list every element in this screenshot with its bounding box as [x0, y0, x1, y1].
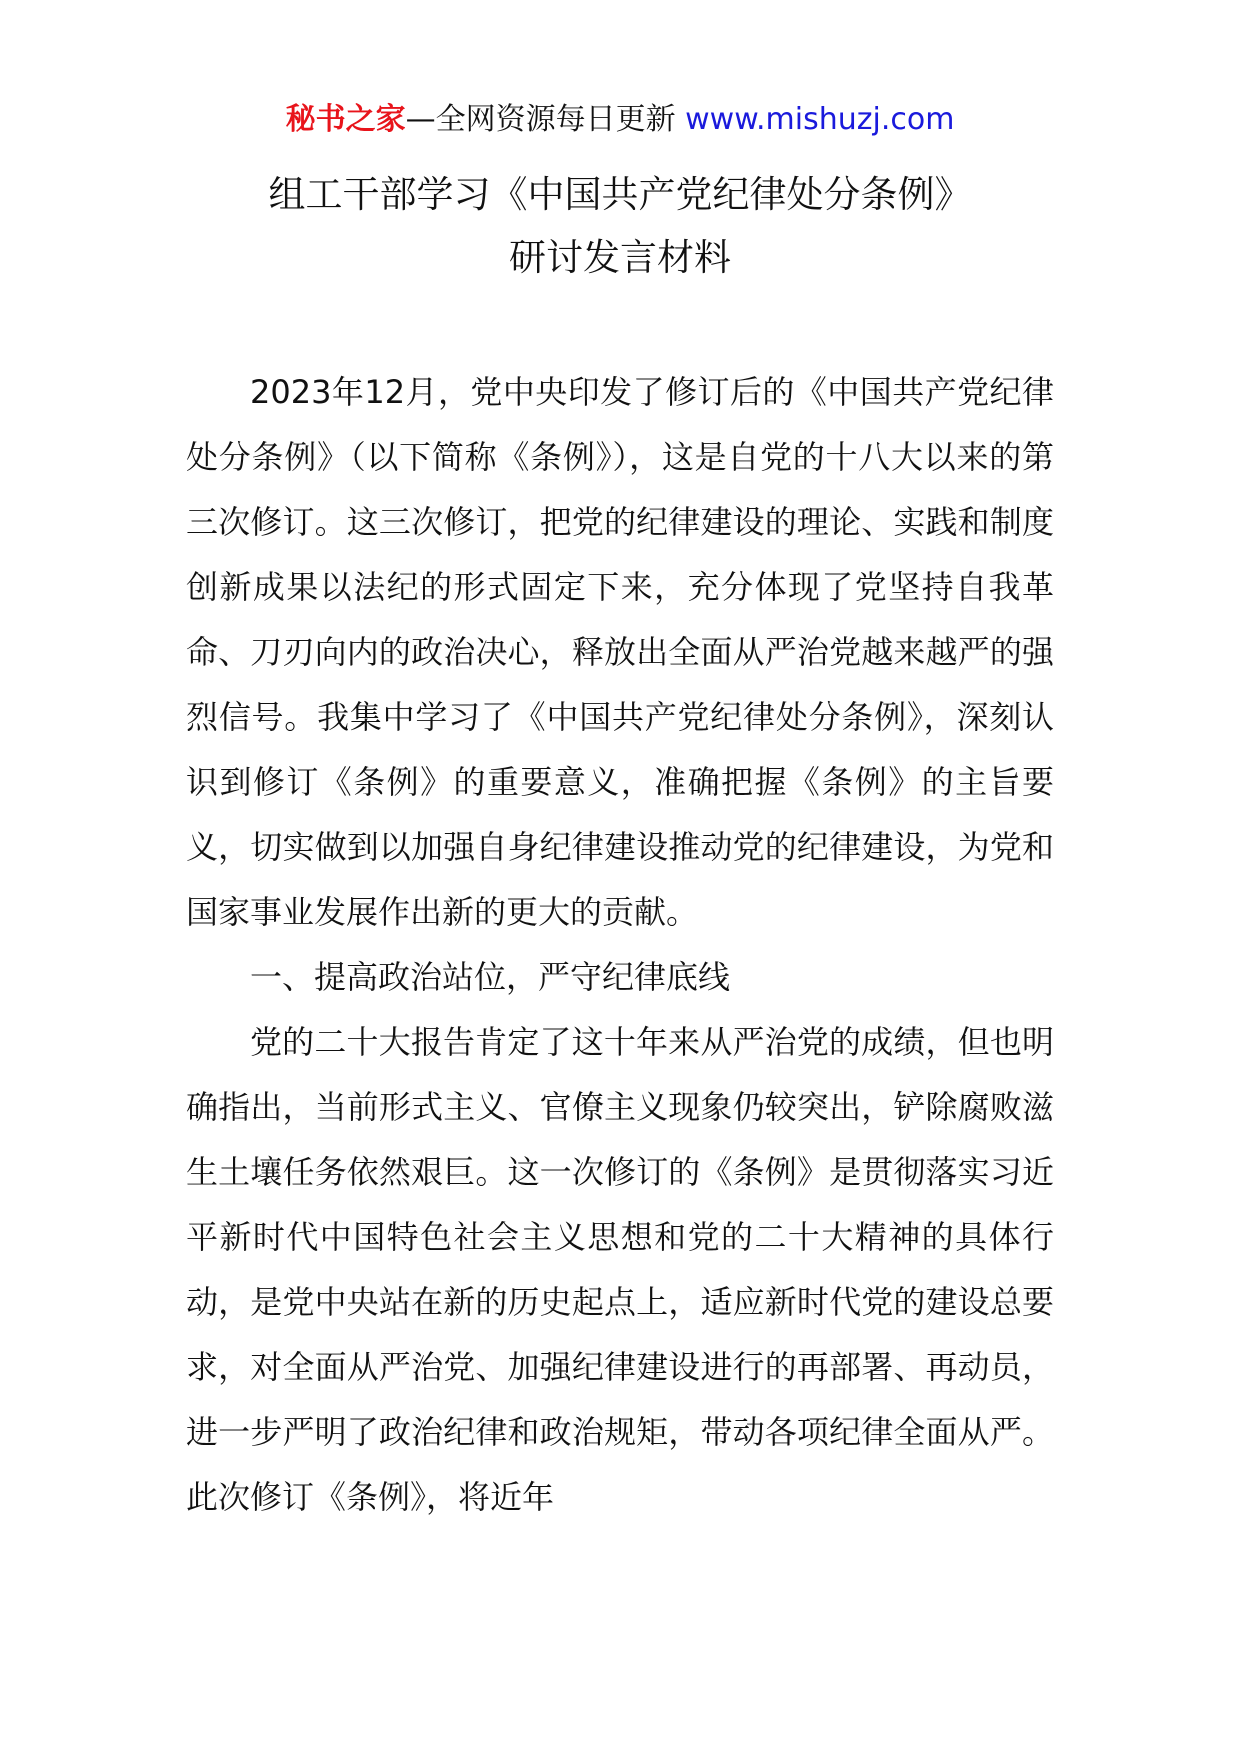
- site-url-link[interactable]: www.mishuzj.com: [685, 102, 955, 137]
- document-title-line2: 研讨发言材料: [509, 236, 731, 279]
- intro-paragraph: 2023年12月，党中央印发了修订后的《中国共产党纪律处分条例》（以下简称《条例》），这是自党的十八大以来的第三次修订。这三次修订，把党的纪律建设的理论、实践和制度创新成果以法纪的形式固定下来，充分体现了党坚持自我革命、刀刃向内的政治决心，释放出全面从严治党越来越严的强烈信号。我集中学习了《中国共产党纪律处分条例》，深刻认识到修订《条例》的重要意义，准确把握《条例》的主旨要义，切实做到以加强自身纪律建设推动党的纪律建设，为党和国家事业发展作出新的更大的贡献。: [186, 373, 1054, 931]
- section1-paragraph: 党的二十大报告肯定了这十年来从严治党的成绩，但也明确指出，当前形式主义、官僚主义现象仍较突出，铲除腐败滋生土壤任务依然艰巨。这一次修订的《条例》是贯彻落实习近平新时代中国特色社会主义思想和党的二十大精神的具体行动，是党中央站在新的历史起点上，适应新时代党的建设总要求，对全面从严治党、加强纪律建设进行的再部署、再动员，进一步严明了政治纪律和政治规矩，带动各项纪律全面从严。此次修订《条例》，将近年: [186, 1023, 1054, 1516]
- document-body: [186, 360, 1054, 1530]
- document-title-line1: 组工干部学习《中国共产党纪律处分条例》: [268, 173, 972, 216]
- section-heading-1: 一、提高政治站位，严守纪律底线: [250, 958, 731, 996]
- site-header: [0, 100, 1240, 140]
- header-tagline: —全网资源每日更新: [405, 102, 686, 137]
- brand-name: 秘书之家: [285, 102, 406, 137]
